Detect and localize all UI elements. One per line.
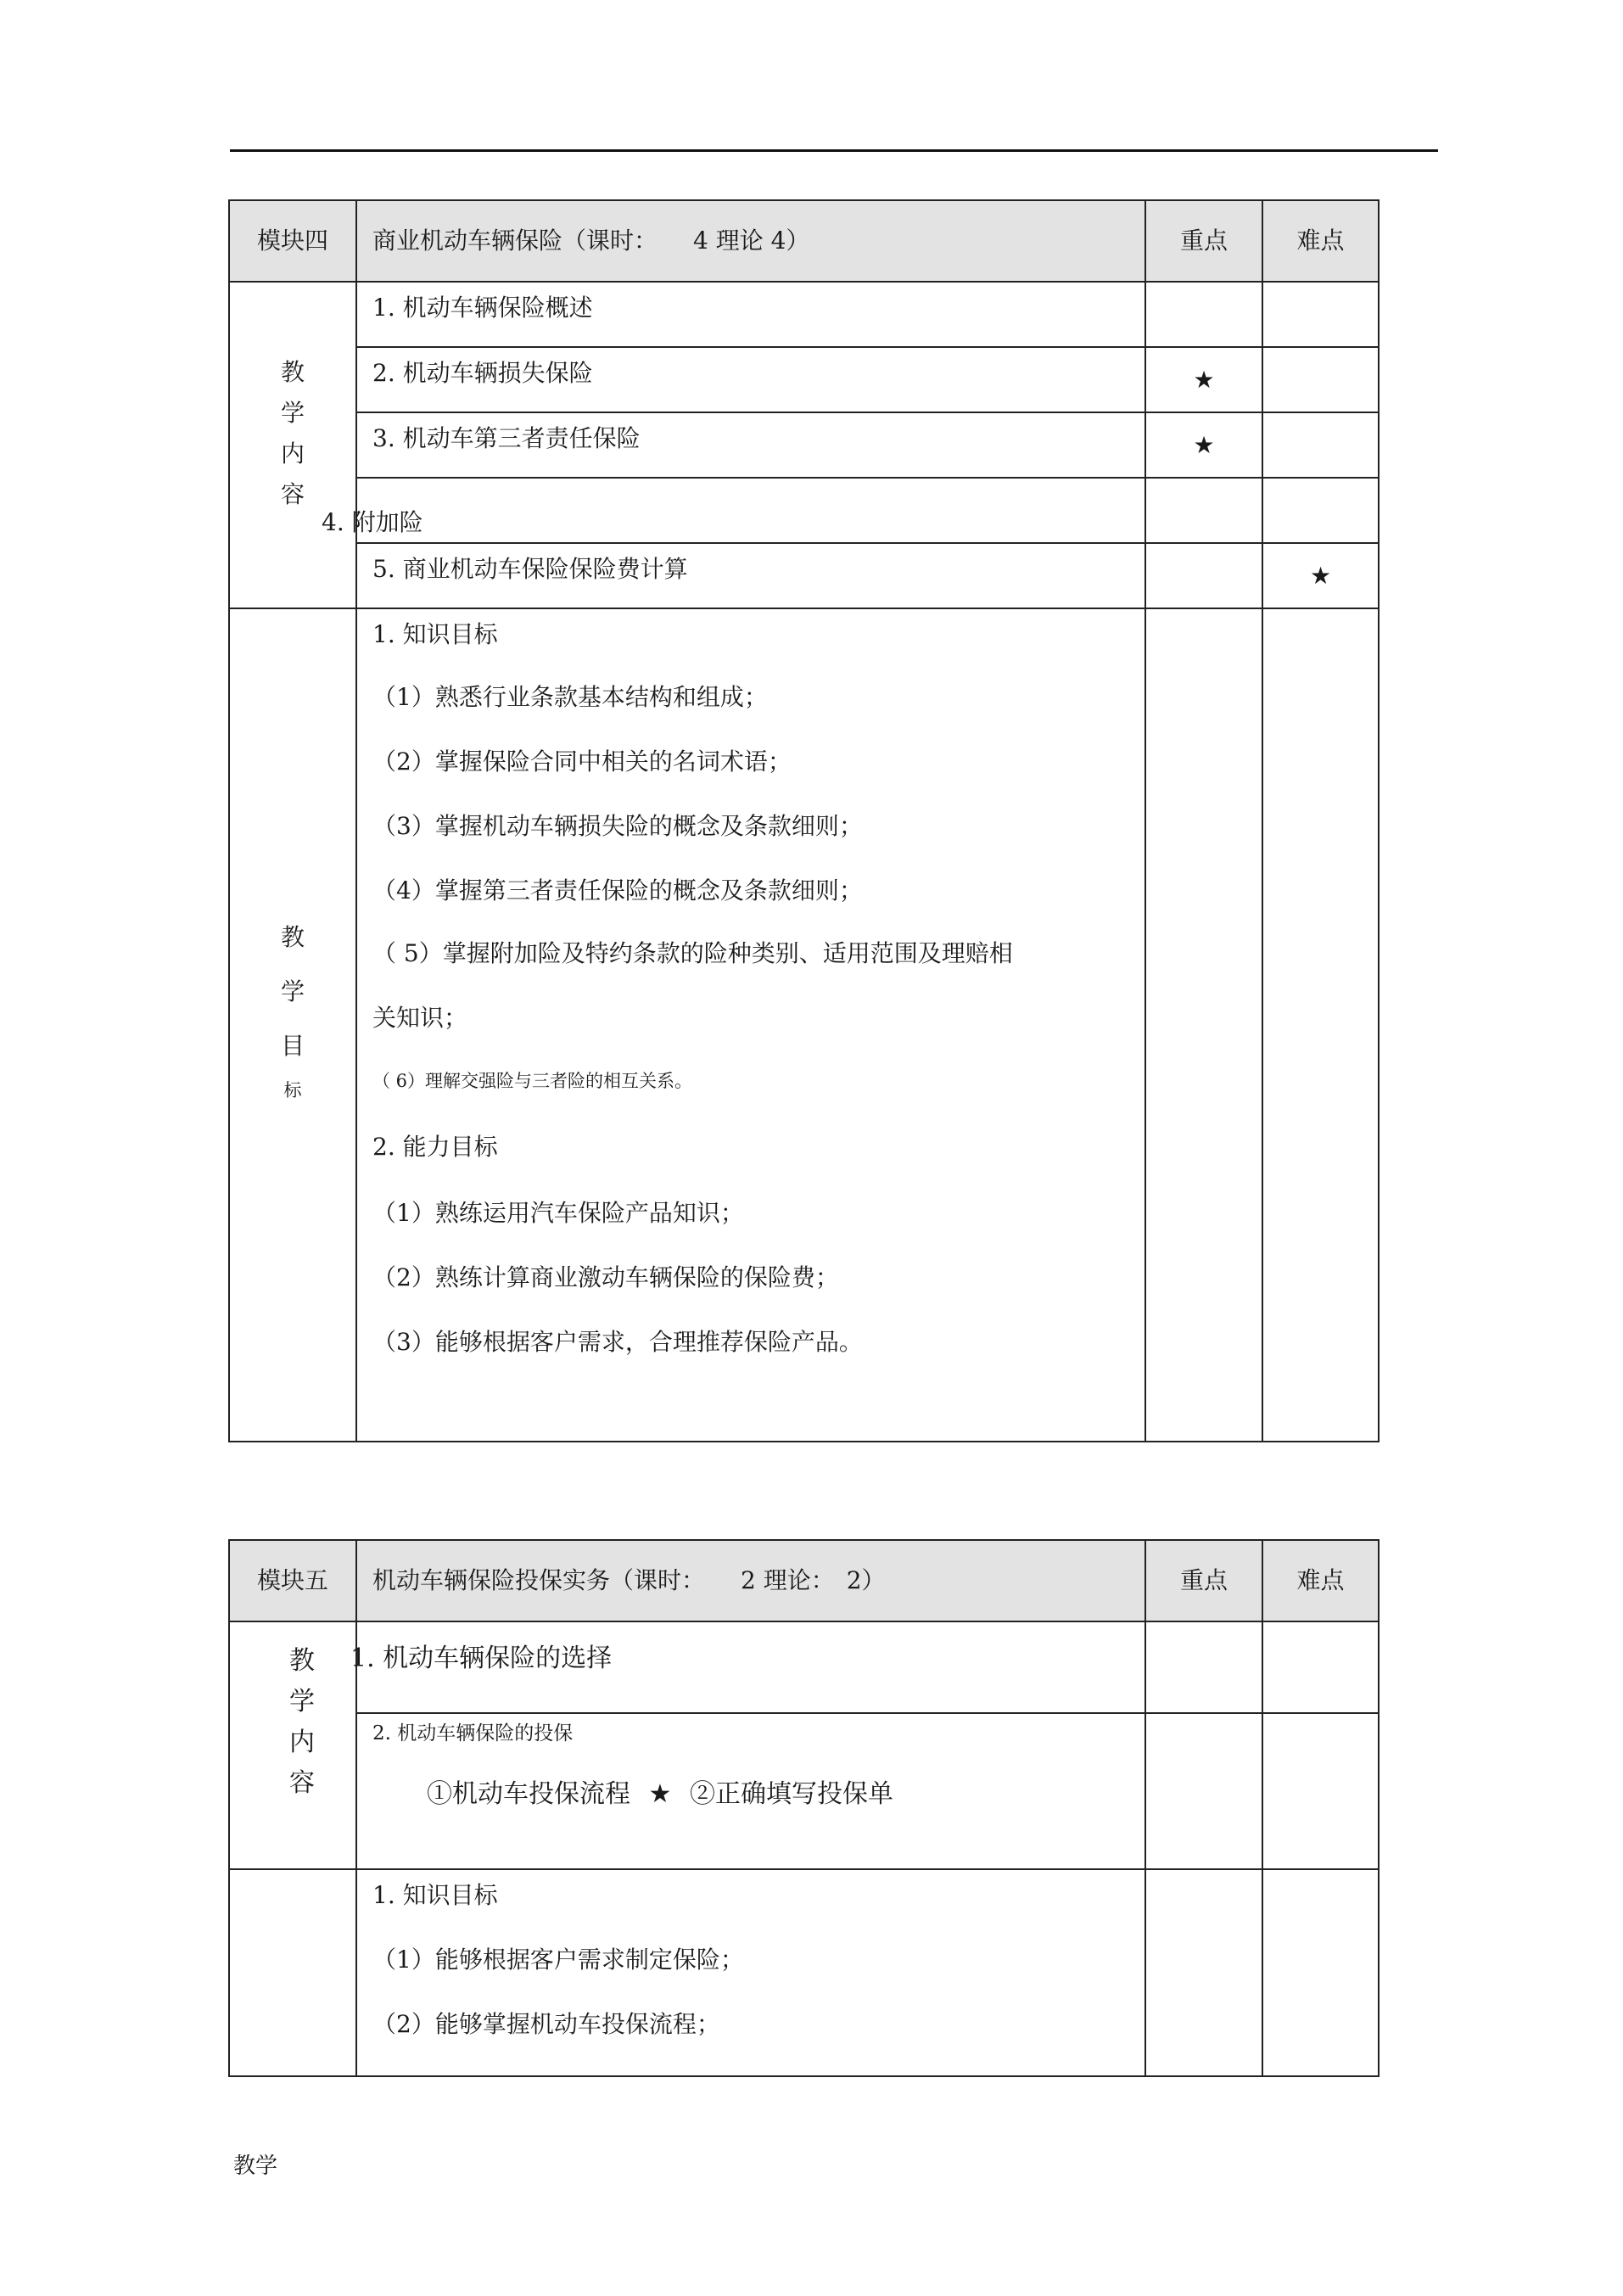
module4-objectives (356, 608, 1145, 1442)
content-item (350, 1621, 1145, 1713)
module4-difficult-header: 难点 (1262, 200, 1379, 282)
module4-module-cell: 模块四 (229, 200, 356, 282)
module5-key-header: 重点 (1145, 1540, 1262, 1621)
top-rule (230, 149, 1438, 152)
objective-line: 2. 能力目标 (372, 1133, 498, 1161)
content-item: 3. 机动车第三者责任保险 (356, 412, 1145, 478)
label-char: 学 (280, 977, 305, 1005)
objective-line: （2）熟练计算商业激动车辆保险的保险费； (372, 1263, 839, 1291)
module5-header-row (229, 1540, 1379, 1621)
content-row (229, 347, 1379, 412)
objectives-key-cell (1145, 608, 1262, 1442)
module5-module-cell: 模块五 (229, 1540, 356, 1621)
module4-content-label (229, 282, 356, 608)
label-char: 内 (280, 440, 305, 468)
module4-table (228, 199, 1380, 1442)
content-item-text: 4. 附加险 (322, 508, 423, 536)
module4-key-header: 重点 (1145, 200, 1262, 282)
module5-content-label (229, 1621, 356, 1869)
content-row (229, 282, 1379, 347)
module5-difficult-header: 难点 (1262, 1540, 1379, 1621)
objective-line: （1）熟悉行业条款基本结构和组成； (372, 683, 768, 711)
objective-line: （2）能够掌握机动车投保流程； (372, 2010, 720, 2038)
difficult-star-icon: ★ (1262, 543, 1379, 608)
label-char: 教 (280, 358, 305, 386)
content-item: 5. 商业机动车保险保险费计算 (356, 543, 1145, 608)
content-row (229, 543, 1379, 608)
difficult-mark (1262, 1621, 1379, 1713)
objective-line: 1. 知识目标 (372, 1881, 498, 1909)
key-mark (1145, 478, 1262, 543)
label-char: 内 (289, 1728, 315, 1757)
content-row (229, 1621, 1379, 1713)
objective-line: （2）掌握保险合同中相关的名词术语； (372, 748, 792, 776)
objective-line: （ 6）理解交强险与三者险的相互关系。 (372, 1071, 693, 1091)
objective-line: （3）能够根据客户需求，合理推荐保险产品。 (372, 1328, 863, 1356)
objectives-key-cell (1145, 1869, 1262, 2076)
module5-objectives-label (229, 1869, 356, 2076)
objective-line: （4）掌握第三者责任保险的概念及条款细则； (372, 876, 863, 904)
module5-table (228, 1539, 1380, 2077)
module5-title-cell: 机动车辆保险投保实务（课时： 2 理论： 2） (356, 1540, 1145, 1621)
sub-item-b: ②正确填写投保单 (690, 1779, 893, 1809)
module4-header-row (229, 200, 1379, 282)
label-char: 容 (289, 1768, 315, 1798)
objectives-difficult-cell (1262, 1869, 1379, 2076)
content-row (229, 1713, 1379, 1869)
module4-title-cell: 商业机动车辆保险（课时： 4 理论 4） (356, 200, 1145, 282)
objectives-difficult-cell (1262, 608, 1379, 1442)
objective-line: 1. 知识目标 (372, 620, 498, 648)
content-sub-items (427, 1779, 893, 1809)
label-char: 标 (283, 1080, 302, 1100)
content-item: 2. 机动车辆损失保险 (356, 347, 1145, 412)
content-item-text: 2. 机动车辆保险的投保 (372, 1722, 574, 1744)
label-char: 容 (280, 480, 305, 508)
difficult-mark (1262, 478, 1379, 543)
objectives-row (229, 608, 1379, 1442)
objective-line: （1）熟练运用汽车保险产品知识； (372, 1199, 744, 1227)
difficult-mark (1262, 412, 1379, 478)
objective-line: （1）能够根据客户需求制定保险； (372, 1946, 744, 1974)
content-item (322, 478, 1145, 543)
content-item: 1. 机动车辆保险概述 (356, 282, 1145, 347)
label-char: 学 (280, 399, 305, 427)
difficult-mark (1262, 282, 1379, 347)
difficult-mark (1262, 347, 1379, 412)
key-star-icon: ★ (648, 1779, 672, 1809)
key-mark (1145, 1713, 1262, 1869)
objectives-row (229, 1869, 1379, 2076)
content-row (229, 478, 1379, 543)
footer-text: 教学 (233, 2153, 278, 2179)
objective-line: （ 5）掌握附加险及特约条款的险种类别、适用范围及理赔相 (372, 939, 1013, 967)
label-char: 教 (289, 1646, 315, 1676)
sub-item-a: ①机动车投保流程 (427, 1779, 630, 1809)
content-item-text: 1. 机动车辆保险的选择 (350, 1644, 613, 1673)
key-mark (1145, 543, 1262, 608)
key-mark (1145, 282, 1262, 347)
module5-objectives (356, 1869, 1145, 2076)
objective-line: （3）掌握机动车辆损失险的概念及条款细则； (372, 812, 863, 840)
label-char: 教 (280, 923, 305, 951)
difficult-mark (1262, 1713, 1379, 1869)
objective-line: 关知识； (372, 1004, 468, 1032)
label-char: 目 (280, 1032, 305, 1060)
label-char: 学 (289, 1687, 315, 1716)
content-item (356, 1713, 1145, 1869)
content-row (229, 412, 1379, 478)
module4-objectives-label (229, 608, 356, 1442)
key-mark (1145, 1621, 1262, 1713)
key-star-icon: ★ (1145, 412, 1262, 478)
key-star-icon: ★ (1145, 347, 1262, 412)
